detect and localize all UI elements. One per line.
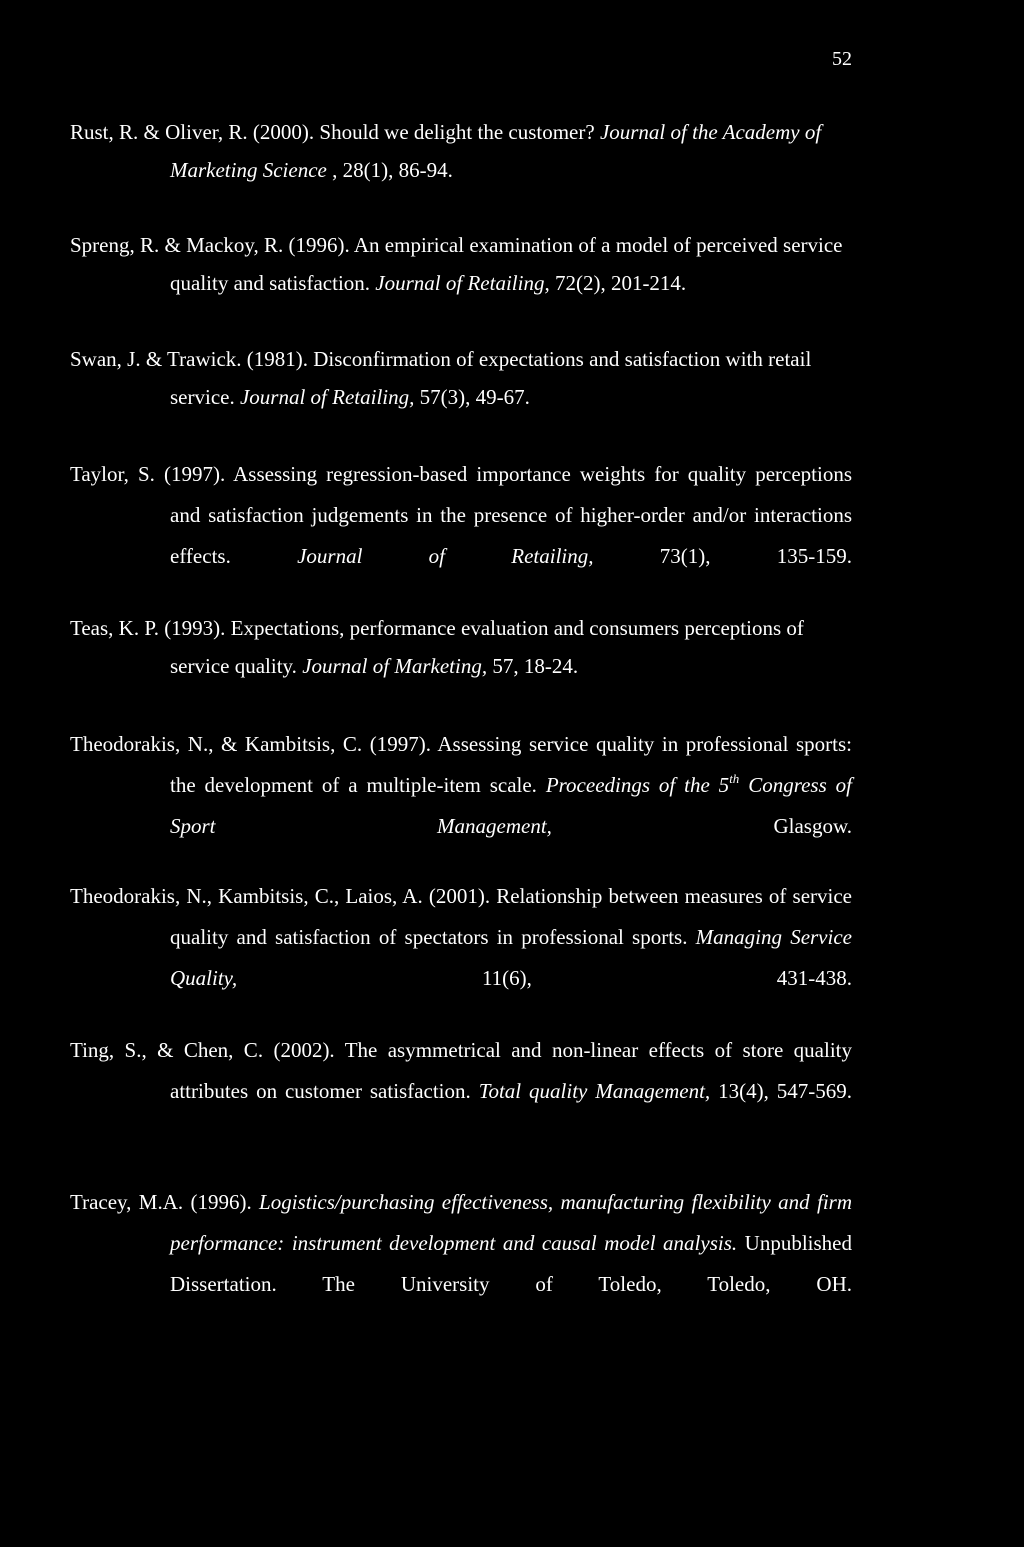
reference-ting-chen: [70, 1030, 852, 1153]
reference-source-part: Congress of Sport Management,: [170, 773, 852, 838]
reference-swan-trawick: [70, 340, 852, 416]
reference-text: Teas, K. P. (1993). Expectations, performance evaluation and consumers perceptions of service quality.: [70, 616, 804, 678]
reference-details: 72(2), 201-214.: [549, 271, 687, 295]
reference-theodorakis-kambitsis-laios-2001: [70, 876, 852, 1040]
reference-details: , 28(1), 86-94.: [326, 158, 453, 182]
reference-source: Journal of Retailing,: [239, 385, 415, 409]
reference-text: Ting, S., & Chen, C. (2002). The asymmetrical and non-linear effects of store quality attributes on customer satisfaction.: [70, 1038, 852, 1103]
reference-details: 57, 18-24.: [487, 654, 579, 678]
reference-details: 13(4), 547-569.: [710, 1079, 853, 1103]
reference-text: Theodorakis, N., Kambitsis, C., Laios, A. (2001). Relationship between measures of service quality and satisfaction of spectators in professional sports.: [70, 884, 852, 949]
reference-teas: [70, 609, 852, 685]
reference-spreng-mackoy: [70, 226, 852, 302]
reference-text: Spreng, R. & Mackoy, R. (1996). An empirical examination of a model of perceived service quality and satisfaction.: [70, 233, 843, 295]
reference-source-part: Proceedings of the 5: [545, 773, 730, 797]
reference-details: 73(1), 135-159.: [593, 544, 853, 568]
reference-source-superscript: th: [729, 771, 740, 786]
reference-text: Rust, R. & Oliver, R. (2000). Should we delight the customer?: [70, 120, 600, 144]
reference-details: 11(6), 431-438.: [237, 966, 852, 990]
reference-source: Journal of Retailing,: [375, 271, 550, 295]
reference-text: Taylor, S. (1997). Assessing regression-based importance weights for quality perceptions and satisfaction judgements in the presence of higher-order and/or interactions effects.: [70, 462, 852, 568]
page-number: 52: [832, 48, 852, 70]
reference-source: Journal of Marketing,: [302, 654, 488, 678]
reference-tracey: [70, 1182, 852, 1346]
reference-details: Unpublished Dissertation. The University of Toledo, Toledo, OH.: [170, 1231, 852, 1296]
reference-source: Logistics/purchasing effectiveness, manufacturing flexibility and firm performance: instrument development and causal model analysis.: [170, 1190, 852, 1255]
reference-text: Theodorakis, N., & Kambitsis, C. (1997). Assessing service quality in professional sports: the development of a multiple-item scale.: [70, 732, 852, 797]
reference-rust-oliver: [70, 113, 852, 189]
reference-theodorakis-kambitsis-1997: [70, 724, 852, 888]
reference-details: Glasgow.: [551, 814, 852, 838]
reference-source: Journal of Retailing,: [297, 544, 594, 568]
reference-source: Total quality Management,: [478, 1079, 711, 1103]
reference-details: 57(3), 49-67.: [414, 385, 530, 409]
reference-taylor: [70, 454, 852, 618]
reference-text: Swan, J. & Trawick. (1981). Disconfirmation of expectations and satisfaction with retail service.: [70, 347, 812, 409]
reference-source: Managing Service Quality,: [170, 925, 852, 990]
reference-source: Journal of the Academy of Marketing Science: [170, 120, 822, 182]
reference-text: Tracey, M.A. (1996).: [70, 1190, 260, 1214]
